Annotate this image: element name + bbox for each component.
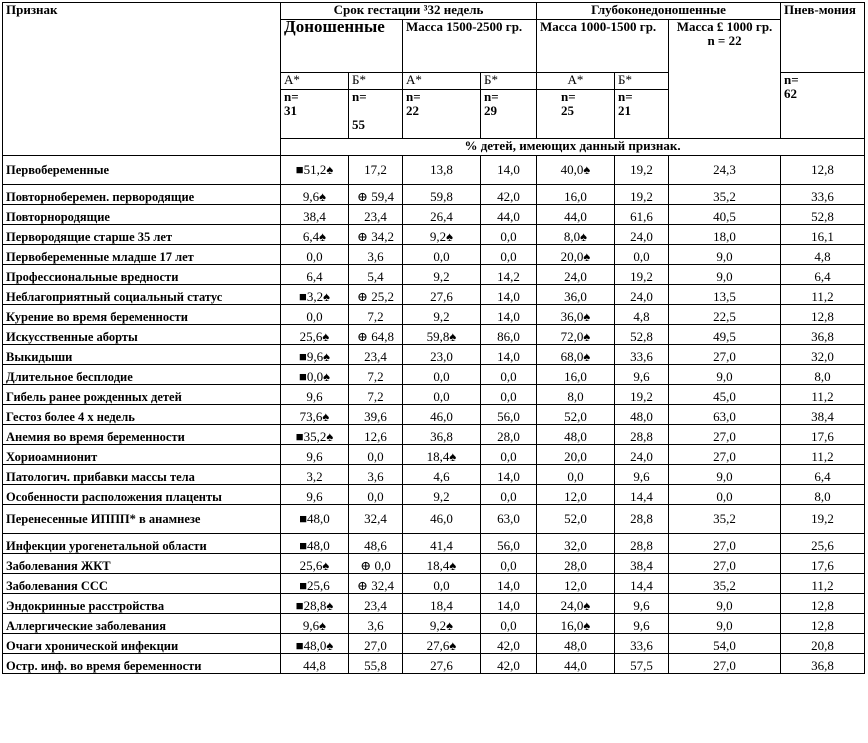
table-cell: 36,8	[403, 425, 481, 445]
table-cell: 9,6	[615, 465, 669, 485]
table-cell: 23,4	[349, 345, 403, 365]
table-cell: 13,8	[403, 156, 481, 185]
table-cell: 28,0	[481, 425, 537, 445]
table-cell: ■51,2♠	[281, 156, 349, 185]
table-cell: 42,0	[481, 185, 537, 205]
header-full-term: Доношенные	[281, 20, 403, 73]
table-cell: 4,8	[615, 305, 669, 325]
table-row	[3, 245, 865, 265]
table-row	[3, 345, 865, 365]
table-cell: 0,0	[403, 245, 481, 265]
table-cell: 12,0	[537, 574, 615, 594]
table-cell: ⊕ 64,8	[349, 325, 403, 345]
table-cell: 22,5	[669, 305, 781, 325]
table-body	[3, 156, 865, 674]
table-cell: ■35,2♠	[281, 425, 349, 445]
table-cell: 3,6	[349, 245, 403, 265]
table-cell: 11,2	[781, 445, 865, 465]
table-cell: ■48,0	[281, 505, 349, 534]
table-row	[3, 634, 865, 654]
table-row	[3, 594, 865, 614]
table-cell: 36,0♠	[537, 305, 615, 325]
table-cell: 6,4♠	[281, 225, 349, 245]
subheader-b2: Б*	[481, 73, 537, 90]
table-cell: 17,2	[349, 156, 403, 185]
table-cell: 0,0	[481, 245, 537, 265]
table-cell: 9,0	[669, 365, 781, 385]
table-cell: 0,0	[669, 485, 781, 505]
table-cell: 44,0	[537, 654, 615, 674]
table-cell: 42,0	[481, 654, 537, 674]
table-cell: 18,4♠	[403, 554, 481, 574]
table-cell: 23,4	[349, 205, 403, 225]
table-cell: 14,0	[481, 305, 537, 325]
table-row	[3, 205, 865, 225]
table-cell: 9,6	[615, 614, 669, 634]
table-cell: 0,0	[349, 485, 403, 505]
table-cell: 63,0	[669, 405, 781, 425]
table-cell: 6,4	[781, 465, 865, 485]
n-b2-value: 29	[484, 103, 497, 118]
data-table	[2, 2, 865, 674]
table-cell: 0,0	[281, 305, 349, 325]
row-label: Курение во время беременности	[3, 305, 281, 325]
table-cell: 19,2	[615, 265, 669, 285]
table-cell: 13,5	[669, 285, 781, 305]
table-cell: 17,6	[781, 554, 865, 574]
table-cell: 20,0♠	[537, 245, 615, 265]
row-label: Инфекции урогенетальной области	[3, 534, 281, 554]
table-cell: 27,0	[349, 634, 403, 654]
n-b2-label: n=	[484, 89, 499, 104]
table-cell: 25,6	[781, 534, 865, 554]
subheader-b3: Б*	[615, 73, 669, 90]
table-cell: 25,6♠	[281, 325, 349, 345]
table-cell: ⊕ 0,0	[349, 554, 403, 574]
table-cell: 23,0	[403, 345, 481, 365]
table-row	[3, 225, 865, 245]
table-cell: 32,0	[781, 345, 865, 365]
table-row	[3, 285, 865, 305]
table-cell: 14,4	[615, 485, 669, 505]
table-cell: 9,2	[403, 485, 481, 505]
table-cell: 28,8	[615, 425, 669, 445]
table-cell: 18,4♠	[403, 445, 481, 465]
n-a1-label: n=	[284, 89, 299, 104]
row-label: Перенесенные ИППП* в анамнезе	[3, 505, 281, 534]
table-cell: ⊕ 59,4	[349, 185, 403, 205]
table-row	[3, 534, 865, 554]
subheader-a1: А*	[281, 73, 349, 90]
table-cell: 20,8	[781, 634, 865, 654]
row-label: Профессиональные вредности	[3, 265, 281, 285]
table-cell: 16,0♠	[537, 614, 615, 634]
table-cell: 7,2	[349, 365, 403, 385]
table-row	[3, 554, 865, 574]
table-cell: 33,6	[615, 634, 669, 654]
table-cell: 12,8	[781, 305, 865, 325]
n-b2	[481, 90, 537, 139]
table-cell: 68,0♠	[537, 345, 615, 365]
table-cell: 16,0	[537, 365, 615, 385]
table-cell: 52,8	[781, 205, 865, 225]
table-cell: 19,2	[781, 505, 865, 534]
row-label: Искусственные аборты	[3, 325, 281, 345]
row-label: Выкидыши	[3, 345, 281, 365]
table-row	[3, 505, 865, 534]
header-gestation-group: Срок гестации ³32 недель	[281, 3, 537, 20]
table-cell: 54,0	[669, 634, 781, 654]
table-cell: 8,0	[781, 485, 865, 505]
table-cell: 33,6	[615, 345, 669, 365]
table-cell: 9,6	[615, 594, 669, 614]
table-cell: 27,6	[403, 654, 481, 674]
n-a1	[281, 90, 349, 139]
table-cell: 24,3	[669, 156, 781, 185]
header-mass-1500-2500: Масса 1500-2500 гр.	[403, 20, 537, 73]
table-cell: 24,0♠	[537, 594, 615, 614]
table-cell: 27,0	[669, 445, 781, 465]
n-b3	[615, 90, 669, 139]
table-cell: 4,8	[781, 245, 865, 265]
n-a1-value: 31	[284, 103, 297, 118]
table-cell: 59,8	[403, 185, 481, 205]
table-cell: 5,4	[349, 265, 403, 285]
row-label: Гестоз более 4 х недель	[3, 405, 281, 425]
table-cell: 12,8	[781, 156, 865, 185]
table-cell: 32,0	[537, 534, 615, 554]
subheader-a2: А*	[403, 73, 481, 90]
table-cell: 11,2	[781, 385, 865, 405]
n-a3-label: n=	[561, 89, 576, 104]
table-cell: ■25,6	[281, 574, 349, 594]
table-cell: 9,6	[281, 485, 349, 505]
table-cell: 18,4	[403, 594, 481, 614]
table-cell: 56,0	[481, 405, 537, 425]
n-b3-value: 21	[618, 103, 631, 118]
row-label: Заболевания ССС	[3, 574, 281, 594]
table-cell: 52,0	[537, 505, 615, 534]
table-cell: 0,0	[481, 485, 537, 505]
table-cell: 46,0	[403, 505, 481, 534]
table-cell: 41,4	[403, 534, 481, 554]
table-cell: 17,6	[781, 425, 865, 445]
subheader-pneumonia-n	[781, 73, 865, 139]
n-a3	[537, 90, 615, 139]
table-cell: 16,1	[781, 225, 865, 245]
table-cell: 40,0♠	[537, 156, 615, 185]
table-cell: 36,8	[781, 654, 865, 674]
table-cell: 11,2	[781, 574, 865, 594]
table-cell: 0,0	[281, 245, 349, 265]
table-cell: ■0,0♠	[281, 365, 349, 385]
row-label: Длительное бесплодие	[3, 365, 281, 385]
table-cell: 86,0	[481, 325, 537, 345]
table-row	[3, 325, 865, 345]
table-cell: ⊕ 25,2	[349, 285, 403, 305]
table-cell: ⊕ 32,4	[349, 574, 403, 594]
table-cell: 27,0	[669, 654, 781, 674]
table-cell: 19,2	[615, 385, 669, 405]
table-cell: 38,4	[781, 405, 865, 425]
table-cell: 6,4	[781, 265, 865, 285]
table-cell: 12,8	[781, 594, 865, 614]
table-cell: 23,4	[349, 594, 403, 614]
row-label: Повторнородящие	[3, 205, 281, 225]
table-cell: 32,4	[349, 505, 403, 534]
table-cell: 0,0	[481, 365, 537, 385]
table-cell: 24,0	[615, 225, 669, 245]
table-row	[3, 654, 865, 674]
table-cell: 14,0	[481, 345, 537, 365]
table-cell: 9,0	[669, 594, 781, 614]
n-b1-label: n=	[352, 89, 367, 104]
table-cell: 9,6♠	[281, 614, 349, 634]
table-cell: ■3,2♠	[281, 285, 349, 305]
table-cell: ⊕ 34,2	[349, 225, 403, 245]
table-cell: 26,4	[403, 205, 481, 225]
table-row	[3, 614, 865, 634]
table-cell: 24,0	[537, 265, 615, 285]
header-pneumonia: Пнев-мония	[781, 3, 865, 73]
header-mass-1000-1500: Масса 1000-1500 гр.	[537, 20, 669, 73]
table-cell: 61,6	[615, 205, 669, 225]
table-cell: 27,0	[669, 554, 781, 574]
n-a3-value: 25	[561, 103, 574, 118]
table-cell: 8,0	[537, 385, 615, 405]
table-row	[3, 425, 865, 445]
table-cell: 9,2♠	[403, 225, 481, 245]
table-cell: 0,0	[403, 365, 481, 385]
table-cell: 48,6	[349, 534, 403, 554]
table-cell: 56,0	[481, 534, 537, 554]
table-cell: 9,0	[669, 245, 781, 265]
table-row	[3, 465, 865, 485]
row-label: Неблагоприятный социальный статус	[3, 285, 281, 305]
n-a2	[403, 90, 481, 139]
table-cell: 46,0	[403, 405, 481, 425]
header-mass-lt-1000	[669, 20, 781, 139]
table-cell: 42,0	[481, 634, 537, 654]
table-cell: 44,0	[537, 205, 615, 225]
table-cell: 27,0	[669, 534, 781, 554]
table-row	[3, 445, 865, 465]
table-cell: 7,2	[349, 305, 403, 325]
row-label: Хориоамнионит	[3, 445, 281, 465]
n-a2-value: 22	[406, 103, 419, 118]
table-cell: 27,0	[669, 425, 781, 445]
table-row	[3, 574, 865, 594]
table-cell: 35,2	[669, 505, 781, 534]
table-cell: 14,0	[481, 574, 537, 594]
table-row	[3, 265, 865, 285]
pneumonia-n-label: n=	[784, 72, 799, 87]
table-cell: 0,0	[481, 385, 537, 405]
table-cell: 72,0♠	[537, 325, 615, 345]
table-cell: 9,6	[281, 445, 349, 465]
table-row	[3, 385, 865, 405]
table-cell: 63,0	[481, 505, 537, 534]
table-cell: 12,8	[781, 614, 865, 634]
table-cell: 40,5	[669, 205, 781, 225]
table-cell: 28,0	[537, 554, 615, 574]
row-label: Первородящие старше 35 лет	[3, 225, 281, 245]
n-b1	[349, 90, 403, 139]
table-cell: 18,0	[669, 225, 781, 245]
table-cell: 3,6	[349, 465, 403, 485]
table-cell: 9,6	[281, 385, 349, 405]
table-cell: 9,6♠	[281, 185, 349, 205]
table-cell: 20,0	[537, 445, 615, 465]
table-cell: ■48,0	[281, 534, 349, 554]
table-cell: 0,0	[349, 445, 403, 465]
header-mass-lt-1000-n: n = 22	[707, 33, 742, 48]
table-cell: 44,0	[481, 205, 537, 225]
table-cell: 14,0	[481, 594, 537, 614]
table-cell: 27,0	[669, 345, 781, 365]
table-cell: ■28,8♠	[281, 594, 349, 614]
row-label: Первобеременные младше 17 лет	[3, 245, 281, 265]
table-cell: 19,2	[615, 156, 669, 185]
table-cell: 9,2	[403, 305, 481, 325]
table-cell: 0,0	[481, 554, 537, 574]
table-row	[3, 156, 865, 185]
percent-caption: % детей, имеющих данный признак.	[281, 139, 865, 156]
table-cell: 6,4	[281, 265, 349, 285]
table-cell: 44,8	[281, 654, 349, 674]
table-cell: 14,2	[481, 265, 537, 285]
table-cell: 9,0	[669, 614, 781, 634]
row-label: Первобеременные	[3, 156, 281, 185]
n-b1-value: 55	[352, 117, 365, 132]
table-cell: 38,4	[615, 554, 669, 574]
table-cell: 24,0	[615, 285, 669, 305]
table-cell: 55,8	[349, 654, 403, 674]
table-cell: 38,4	[281, 205, 349, 225]
table-cell: 12,6	[349, 425, 403, 445]
table-cell: 33,6	[781, 185, 865, 205]
row-label: Гибель ранее рожденных детей	[3, 385, 281, 405]
table-cell: 0,0	[403, 385, 481, 405]
table-cell: 9,2♠	[403, 614, 481, 634]
table-cell: 0,0	[403, 574, 481, 594]
table-cell: 27,6♠	[403, 634, 481, 654]
table-cell: 14,0	[481, 156, 537, 185]
table-cell: 24,0	[615, 445, 669, 465]
table-cell: 48,0	[615, 405, 669, 425]
table-row	[3, 405, 865, 425]
table-cell: 36,0	[537, 285, 615, 305]
row-label: Анемия во время беременности	[3, 425, 281, 445]
table-cell: 0,0	[481, 445, 537, 465]
table-cell: 16,0	[537, 185, 615, 205]
row-label: Эндокринные расстройства	[3, 594, 281, 614]
row-label: Остр. инф. во время беременности	[3, 654, 281, 674]
table-cell: 11,2	[781, 285, 865, 305]
table-cell: 8,0	[781, 365, 865, 385]
row-label: Особенности расположения плаценты	[3, 485, 281, 505]
table-cell: 8,0♠	[537, 225, 615, 245]
table-cell: 3,2	[281, 465, 349, 485]
table-cell: 73,6♠	[281, 405, 349, 425]
table-cell: 57,5	[615, 654, 669, 674]
table-cell: 52,8	[615, 325, 669, 345]
row-label: Повторноберемен. первородящие	[3, 185, 281, 205]
row-label: Очаги хронической инфекции	[3, 634, 281, 654]
header-mass-lt-1000-label: Масса £ 1000 гр.	[676, 19, 773, 34]
table-cell: 49,5	[669, 325, 781, 345]
table-cell: 59,8♠	[403, 325, 481, 345]
table-cell: 35,2	[669, 185, 781, 205]
table-cell: 7,2	[349, 385, 403, 405]
table-cell: ■48,0♠	[281, 634, 349, 654]
table-cell: 45,0	[669, 385, 781, 405]
table-cell: 0,0	[615, 245, 669, 265]
table-cell: 4,6	[403, 465, 481, 485]
n-b3-label: n=	[618, 89, 633, 104]
table-cell: 0,0	[481, 225, 537, 245]
table-cell: 9,6	[615, 365, 669, 385]
table-row	[3, 485, 865, 505]
table-cell: 35,2	[669, 574, 781, 594]
n-a2-label: n=	[406, 89, 421, 104]
table-cell: 9,0	[669, 265, 781, 285]
table-cell: 25,6♠	[281, 554, 349, 574]
table-cell: 3,6	[349, 614, 403, 634]
row-label: Заболевания ЖКТ	[3, 554, 281, 574]
table-cell: 19,2	[615, 185, 669, 205]
table-cell: 12,0	[537, 485, 615, 505]
table-cell: 0,0	[537, 465, 615, 485]
table-cell: 28,8	[615, 534, 669, 554]
pneumonia-n-value: 62	[784, 86, 798, 101]
subheader-a3: А*	[537, 73, 615, 90]
table-cell: 14,0	[481, 285, 537, 305]
header-deep-premature-group: Глубоконедоношенные	[537, 3, 781, 20]
table-cell: 48,0	[537, 425, 615, 445]
table-cell: 14,0	[481, 465, 537, 485]
table-row	[3, 365, 865, 385]
table-cell: 27,6	[403, 285, 481, 305]
table-cell: ■9,6♠	[281, 345, 349, 365]
header-feature: Признак	[3, 3, 281, 156]
table-row	[3, 185, 865, 205]
row-label: Аллергические заболевания	[3, 614, 281, 634]
table-cell: 36,8	[781, 325, 865, 345]
table-cell: 9,0	[669, 465, 781, 485]
subheader-b1: Б*	[349, 73, 403, 90]
table-row	[3, 305, 865, 325]
table-cell: 48,0	[537, 634, 615, 654]
table-cell: 14,4	[615, 574, 669, 594]
table-cell: 28,8	[615, 505, 669, 534]
row-label: Патологич. прибавки массы тела	[3, 465, 281, 485]
table-cell: 52,0	[537, 405, 615, 425]
table-cell: 39,6	[349, 405, 403, 425]
table-cell: 0,0	[481, 614, 537, 634]
table-cell: 9,2	[403, 265, 481, 285]
